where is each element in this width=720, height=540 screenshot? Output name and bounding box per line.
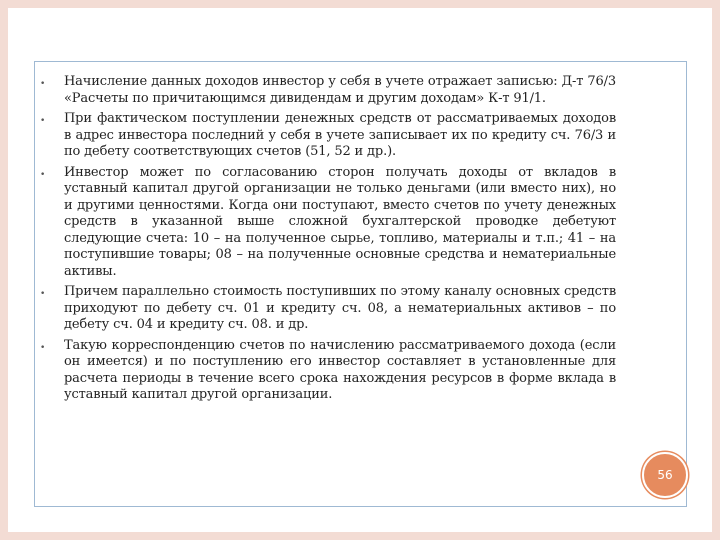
- list-item: [40, 284, 616, 334]
- bullet-icon: •: [40, 116, 46, 126]
- bullet-list: [40, 74, 616, 408]
- list-item: [40, 111, 616, 161]
- bullet-icon: •: [40, 289, 46, 299]
- list-item: [40, 165, 616, 281]
- bullet-icon: •: [40, 169, 46, 180]
- bullet-text: Инвестор может по согласованию сторон получать доходы от вкладов в уставный капитал другой организации не только деньгами (или вместо них), но и другими ценностями. Когда они поступают, вместо счетов по учету денежных средств в указанной выше сложной бухгалтерской проводке дебетуют следующие счета: 10 – на полученное сырье, топливо, материалы и т.п.; 41 – на поступившие товары; 08 – на полученные основные средства и нематериальные активы.: [64, 164, 616, 279]
- bullet-text: Начисление данных доходов инвестор у себя в учете отражает записью: Д-т 76/3 «Расчеты по причитающимся дивидендам и другим доходам» К-т 91/1.: [64, 74, 616, 106]
- bullet-text: Такую корреспонденцию счетов по начислению рассматриваемого дохода (если он имеется) и по поступлению его инвестор составляет в установленные для расчета периоды в течение всего срока нахождения ресурсов в форме вклада в уставный капитал другой организации.: [64, 337, 616, 402]
- list-item: [40, 338, 616, 404]
- bullet-icon: •: [40, 79, 46, 89]
- bullet-text: Причем параллельно стоимость поступивших по этому каналу основных средств приходуют по дебету сч. 01 и кредиту сч. 08, а нематериальных активов – по дебету сч. 04 и кредиту сч. 08. и др.: [64, 284, 616, 332]
- bullet-icon: •: [40, 342, 46, 353]
- page-number-badge: 56: [642, 452, 688, 498]
- list-item: [40, 74, 616, 107]
- bullet-text: При фактическом поступлении денежных средств от рассматриваемых доходов в адрес инвестора последний у себя в учете записывает их по кредиту сч. 76/3 и по дебету соответствующих счетов (51, 52 и др.).: [64, 111, 616, 159]
